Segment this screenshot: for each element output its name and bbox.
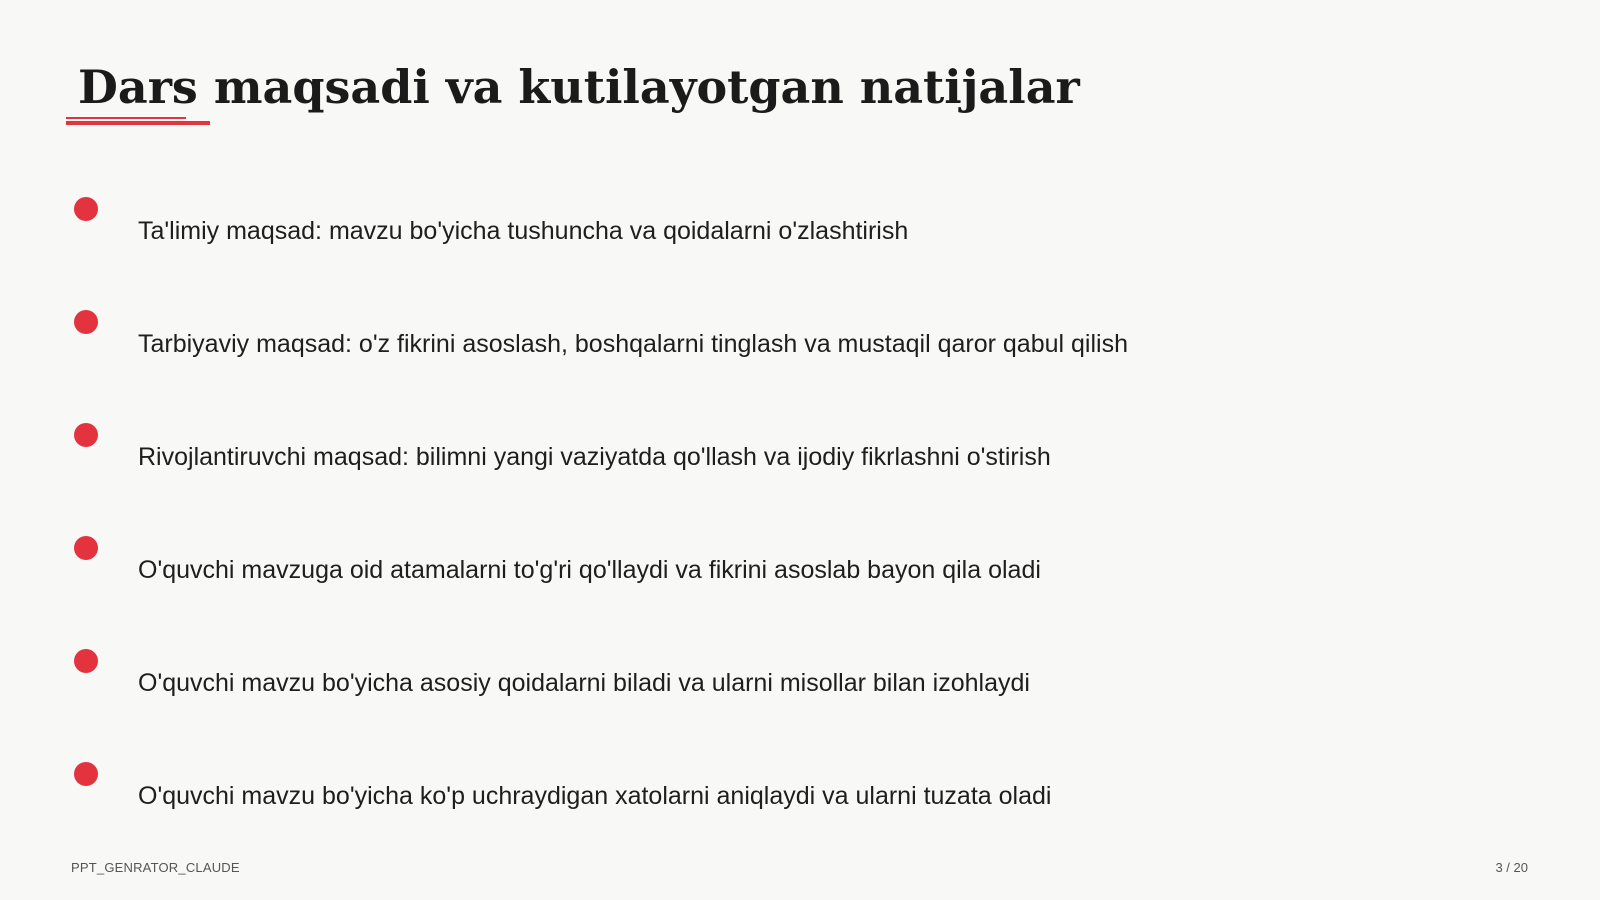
footer-brand: PPT_GENRATOR_CLAUDE <box>71 860 240 875</box>
list-item-text: Tarbiyaviy maqsad: o'z fikrini asoslash, boshqalarni tinglash va mustaqil qaror qabul qilish <box>138 330 1128 358</box>
bullet-dot-icon <box>74 536 98 560</box>
list-item <box>0 310 1400 370</box>
bullet-dot-icon <box>74 762 98 786</box>
list-item <box>0 423 1400 483</box>
title-underline <box>66 121 210 125</box>
list-item <box>0 649 1400 709</box>
list-item <box>0 762 1400 822</box>
bullet-dot-icon <box>74 197 98 221</box>
bullet-dot-icon <box>74 649 98 673</box>
slide-title: Dars maqsadi va kutilayotgan natijalar <box>78 60 1080 114</box>
list-item-text: O'quvchi mavzu bo'yicha ko'p uchraydigan xatolarni aniqlaydi va ularni tuzata oladi <box>138 782 1052 810</box>
bullet-dot-icon <box>74 423 98 447</box>
list-item-text: Ta'limiy maqsad: mavzu bo'yicha tushuncha va qoidalarni o'zlashtirish <box>138 217 909 245</box>
list-item-text: O'quvchi mavzuga oid atamalarni to'g'ri qo'llaydi va fikrini asoslab bayon qila oladi <box>138 556 1041 584</box>
bullet-dot-icon <box>74 310 98 334</box>
page-indicator: 3 / 20 <box>1495 860 1528 875</box>
list-item-text: O'quvchi mavzu bo'yicha asosiy qoidalarni biladi va ularni misollar bilan izohlaydi <box>138 669 1030 697</box>
list-item-text: Rivojlantiruvchi maqsad: bilimni yangi vaziyatda qo'llash va ijodiy fikrlashni o'stirish <box>138 443 1051 471</box>
list-item <box>0 536 1400 596</box>
list-item <box>0 197 1400 257</box>
